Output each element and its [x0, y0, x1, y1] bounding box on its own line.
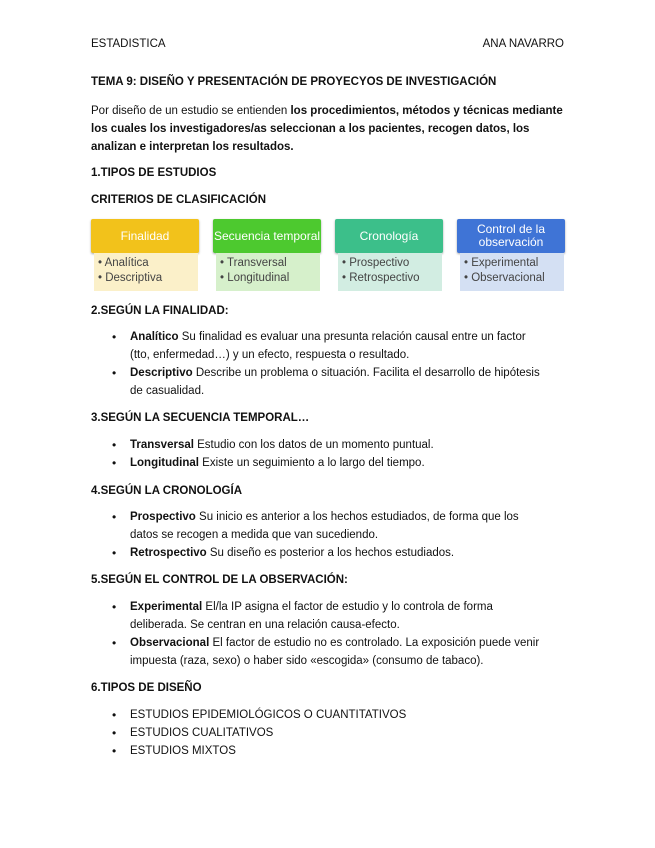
section-heading-finalidad: 2.SEGÚN LA FINALIDAD: — [91, 305, 229, 317]
list-secuencia — [108, 436, 548, 472]
classification-diagram — [91, 219, 565, 293]
card-title: Secuencia temporal — [213, 219, 321, 253]
item-text: Su diseño es posterior a los hechos estudiados. — [206, 547, 455, 559]
section-heading-cronologia: 4.SEGÚN LA CRONOLOGÍA — [91, 485, 242, 497]
item-text: El factor de estudio no es controlado. La exposición puede venir impuesta (raza, sexo) o haber sido «escogida» (consumo de tabaco). — [130, 637, 540, 667]
intro-paragraph — [91, 102, 563, 156]
list-item — [108, 328, 548, 364]
card-title: Control de la observación — [457, 219, 565, 253]
section-heading-secuencia: 3.SEGÚN LA SECUENCIA TEMPORAL… — [91, 412, 310, 424]
list-item — [108, 364, 548, 400]
card-items — [94, 253, 198, 291]
card-items — [338, 253, 442, 291]
page-header — [91, 38, 564, 54]
document-title: TEMA 9: DISEÑO Y PRESENTACIÓN DE PROYECYOS DE INVESTIGACIÓN — [91, 76, 497, 88]
card-item: • Descriptiva — [98, 272, 163, 284]
item-text: Estudio con los datos de un momento puntual. — [193, 439, 434, 451]
card-secuencia — [213, 219, 321, 293]
list-item — [108, 454, 548, 472]
card-finalidad — [91, 219, 199, 293]
list-finalidad — [108, 328, 548, 400]
list-item — [108, 598, 548, 634]
list-cronologia — [108, 508, 548, 562]
card-items — [460, 253, 564, 291]
list-item — [108, 544, 548, 562]
item-term: Retrospectivo — [130, 547, 207, 559]
list-control — [108, 598, 548, 670]
item-term: Prospectivo — [130, 511, 196, 523]
item-text: Describe un problema o situación. Facilita el desarrollo de hipótesis de casualidad. — [130, 367, 540, 397]
item-text: Existe un seguimiento a lo largo del tiempo. — [198, 457, 425, 469]
item-text: El/la IP asigna el factor de estudio y lo controla de forma deliberada. Se centran en una relación causa-efecto. — [130, 601, 493, 631]
item-term: Experimental — [130, 601, 203, 613]
list-item — [108, 436, 548, 454]
list-item — [108, 508, 548, 544]
header-subject: ESTADISTICA — [91, 38, 166, 50]
section-heading-diseno: 6.TIPOS DE DISEÑO — [91, 682, 202, 694]
card-item: • Prospectivo — [342, 257, 410, 269]
section-heading-tipos: 1.TIPOS DE ESTUDIOS — [91, 167, 217, 179]
header-author: ANA NAVARRO — [482, 38, 564, 50]
card-title: Finalidad — [91, 219, 199, 253]
list-diseno — [108, 706, 548, 760]
section-heading-control: 5.SEGÚN EL CONTROL DE LA OBSERVACIÓN: — [91, 574, 348, 586]
item-term: Transversal — [130, 439, 194, 451]
item-term: Analítico — [130, 331, 179, 343]
card-item: • Longitudinal — [220, 272, 290, 284]
intro-bold-text: los procedimientos, métodos y técnicas mediante los cuales los investigadores/as seleccionan a los pacientes, recogen datos, los analizan e interpretan los resultados. — [91, 105, 563, 153]
card-item: • Analítica — [98, 257, 149, 269]
list-item: • ESTUDIOS EPIDEMIOLÓGICOS O CUANTITATIVOS — [108, 706, 548, 724]
item-term: Observacional — [130, 637, 210, 649]
card-control — [457, 219, 565, 293]
item-term: Longitudinal — [130, 457, 199, 469]
card-cronologia — [335, 219, 443, 293]
card-title: Cronología — [335, 219, 443, 253]
section-heading-criterios: CRITERIOS DE CLASIFICACIÓN — [91, 194, 267, 206]
item-term: Descriptivo — [130, 367, 193, 379]
item-text: Su finalidad es evaluar una presunta relación causal entre un factor (tto, enfermedad…) y un efecto, respuesta o resultado. — [130, 331, 526, 361]
list-item — [108, 634, 548, 670]
card-item: • Transversal — [220, 257, 287, 269]
card-item: • Observacional — [464, 272, 545, 284]
intro-plain-text: Por diseño de un estudio se entienden — [91, 105, 291, 117]
list-item: • ESTUDIOS CUALITATIVOS — [108, 724, 548, 742]
card-items — [216, 253, 320, 291]
list-item: • ESTUDIOS MIXTOS — [108, 742, 548, 760]
item-text: Su inicio es anterior a los hechos estudiados, de forma que los datos se recogen a medida que van sucediendo. — [130, 511, 519, 541]
card-item: • Experimental — [464, 257, 539, 269]
card-item: • Retrospectivo — [342, 272, 420, 284]
